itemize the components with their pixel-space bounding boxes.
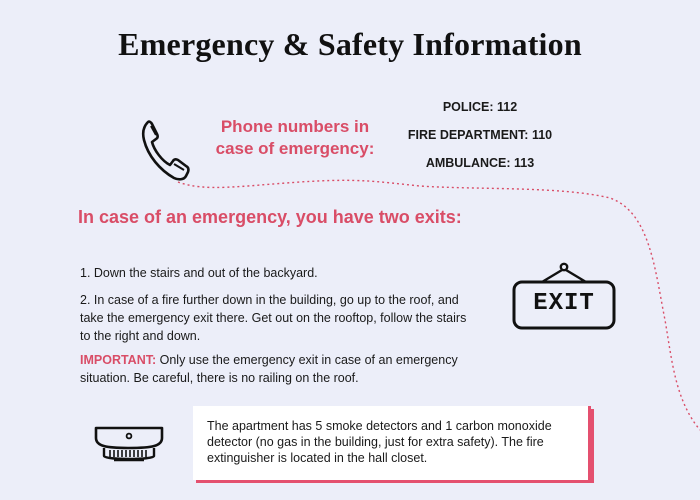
- detector-note-text: The apartment has 5 smoke detectors and 1 carbon monoxide detector (no gas in the building, just for extra safety). The fire extinguisher is located in the hall closet.: [207, 419, 552, 465]
- phone-numbers-heading: Phone numbers in case of emergency:: [215, 117, 375, 158]
- exit-item-2: 2. In case of a fire further down in the building, go up to the roof, and take the emergency exit there. Get out on the rooftop, follow the stairs to the right and down.: [80, 293, 467, 343]
- page-title: Emergency & Safety Information: [118, 26, 582, 62]
- detector-note-box: [193, 406, 591, 480]
- phone-icon: [140, 118, 194, 182]
- exits-heading: In case of an emergency, you have two exits:: [78, 207, 462, 227]
- contacts-list: [392, 98, 568, 182]
- contact-ambulance: AMBULANCE: 113: [425, 156, 535, 170]
- important-note: [80, 351, 480, 387]
- smoke-detector-icon: [94, 424, 164, 468]
- exit-item-1: 1. Down the stairs and out of the backyard.: [80, 266, 318, 280]
- important-label: IMPORTANT:: [80, 353, 157, 367]
- contact-police: POLICE: 112: [442, 100, 518, 114]
- exit-sign-text: EXIT: [533, 290, 595, 317]
- contact-fire-department: FIRE DEPARTMENT: 110: [407, 128, 553, 142]
- important-text: Only use the emergency exit in case of an emergency situation. Be careful, there is no railing on the roof.: [80, 353, 458, 385]
